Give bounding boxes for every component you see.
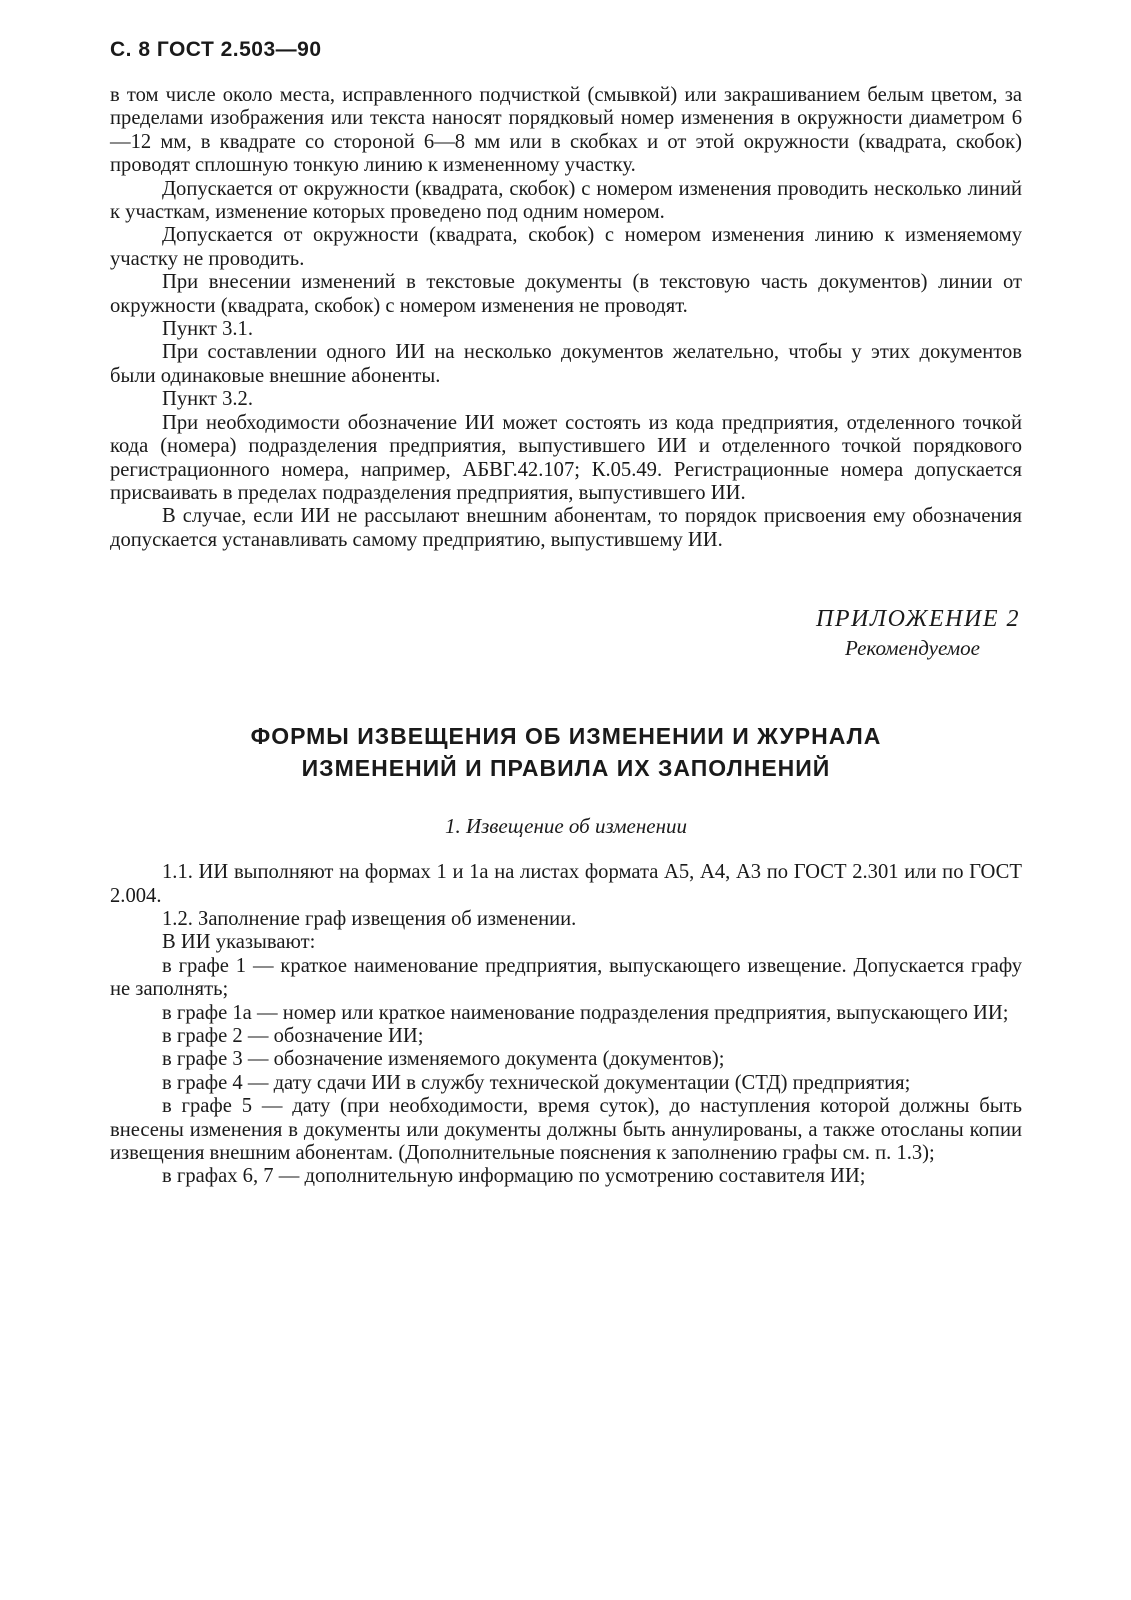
appendix-status: Рекомендуемое <box>845 636 980 661</box>
paragraph: При составлении одного ИИ на несколько документов желательно, чтобы у этих документов были одинаковые внешние абоненты. <box>110 341 1022 387</box>
paragraph: Допускается от окружности (квадрата, скобок) с номером изменения проводить несколько линий к участкам, изменение которых проведено под одним номером. <box>110 177 1022 224</box>
paragraph: 1.2. Заполнение граф извещения об изменении. <box>162 907 577 930</box>
paragraph: При необходимости обозначение ИИ может состоять из кода предприятия, отделенного точкой кода (номера) подразделения предприятия, выпустившего ИИ и отделенного точкой порядкового регистрационного номера, например, АБВГ.42.107; К.05.49. Регистрационные номера допускается присваивать в пределах подразделения предприятия, выпустившего ИИ. <box>110 411 1022 504</box>
paragraph: в том числе около места, исправленного подчисткой (смывкой) или закрашиванием белым цветом, за пределами изображения или текста наносят порядковый номер изменения в окружности диаметром 6—12 мм, в квадрате со стороной 6—8 мм или в скобках и от этой окружности (квадрата, скобок) проводят сплошную тонкую линию к измененному участку. <box>110 84 1022 177</box>
appendix-label: ПРИЛОЖЕНИЕ 2 <box>816 606 1020 633</box>
clause-reference: Пункт 3.1. <box>162 318 253 341</box>
paragraph: В ИИ указывают: <box>162 931 316 954</box>
title-line: ИЗМЕНЕНИЙ И ПРАВИЛА ИХ ЗАПОЛНЕНИЙ <box>301 755 831 782</box>
paragraph: Допускается от окружности (квадрата, скобок) с номером изменения линию к изменяемому участку не проводить. <box>110 224 1022 270</box>
list-item: в графе 4 — дату сдачи ИИ в службу технической документации (СТД) предприятия; <box>162 1071 911 1094</box>
list-item: в графе 2 — обозначение ИИ; <box>162 1024 424 1047</box>
title-line: ФОРМЫ ИЗВЕЩЕНИЯ ОБ ИЗМЕНЕНИИ И ЖУРНАЛА <box>250 723 882 750</box>
appendix-block <box>110 604 1022 662</box>
document-title <box>110 720 1022 784</box>
list-item: в графах 6, 7 — дополнительную информацию по усмотрению составителя ИИ; <box>162 1165 866 1188</box>
list-item: в графе 1а — номер или краткое наименование подразделения предприятия, выпускающего ИИ; <box>162 1001 1009 1024</box>
list-item: в графе 3 — обозначение изменяемого документа (документов); <box>162 1048 725 1071</box>
paragraph: При внесении изменений в текстовые документы (в текстовую часть документов) линии от окружности (квадрата, скобок) с номером изменения не проводят. <box>110 271 1022 317</box>
continuation-text <box>110 84 1022 552</box>
list-item: в графе 1 — краткое наименование предприятия, выпускающего извещение. Допускается графу не заполнять; <box>110 954 1022 1001</box>
paragraph: 1.1. ИИ выполняют на формах 1 и 1а на листах формата А5, А4, А3 по ГОСТ 2.301 или по ГОСТ 2.004. <box>110 861 1022 907</box>
paragraph: В случае, если ИИ не рассылают внешним абонентам, то порядок присвоения ему обозначения допускается устанавливать самому предприятию, выпустившему ИИ. <box>110 505 1022 551</box>
section-heading: 1. Извещение об изменении <box>444 814 688 839</box>
running-header: С. 8 ГОСТ 2.503—90 <box>110 38 322 61</box>
list-item: в графе 5 — дату (при необходимости, время суток), до наступления которой должны быть внесены изменения в документы или документы должны быть аннулированы, а также отосланы копии извещения внешним абонентам. (Дополнительные пояснения к заполнению графы см. п. 1.3); <box>110 1095 1022 1164</box>
clause-reference: Пункт 3.2. <box>162 388 253 411</box>
document-page <box>110 38 1022 1189</box>
section-body <box>110 861 1022 1189</box>
